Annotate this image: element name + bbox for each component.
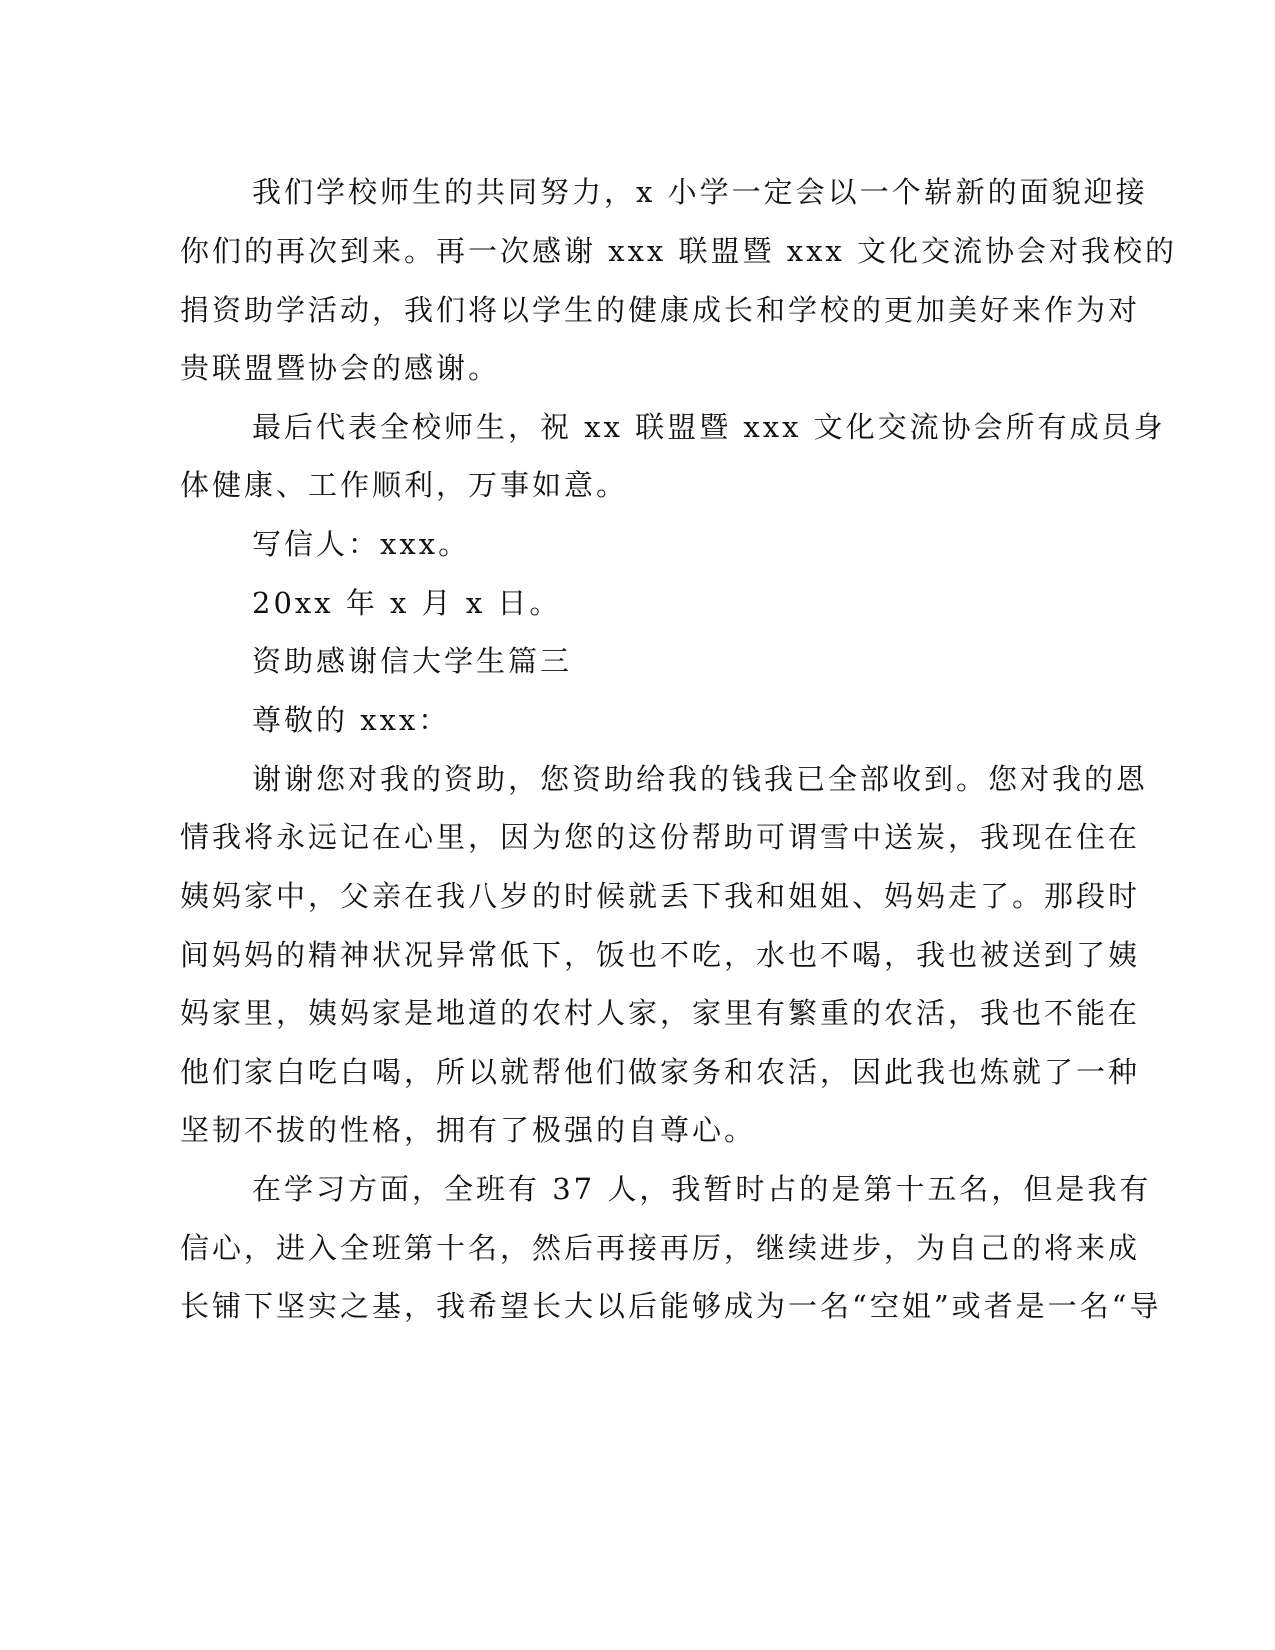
signature-line: 写信人：xxx。	[252, 527, 471, 561]
paragraph-line: 坚韧不拔的性格，拥有了极强的自尊心。	[180, 1113, 757, 1147]
paragraph-line: 姨妈家中，父亲在我八岁的时候就丢下我和姐姐、妈妈走了。那段时	[180, 879, 1141, 913]
date-line: 20xx 年 x 月 x 日。	[252, 586, 562, 620]
paragraph-line: 在学习方面，全班有 37 人，我暂时占的是第十五名，但是我有	[252, 1172, 1152, 1206]
paragraph-line: 妈家里，姨妈家是地道的农村人家，家里有繁重的农活，我也不能在	[180, 996, 1141, 1030]
paragraph-line: 长铺下坚实之基，我希望长大以后能够成为一名“空姐”或者是一名“导	[180, 1289, 1162, 1323]
paragraph-line: 信心，进入全班第十名，然后再接再厉，继续进步，为自己的将来成	[180, 1231, 1141, 1265]
paragraph-line: 最后代表全校师生，祝 xx 联盟暨 xxx 文化交流协会所有成员身	[252, 410, 1166, 444]
paragraph-line: 捐资助学活动，我们将以学生的健康成长和学校的更加美好来作为对	[180, 293, 1141, 327]
paragraph-line: 间妈妈的精神状况异常低下，饭也不吃，水也不喝，我也被送到了姨	[180, 938, 1141, 972]
paragraph-line: 他们家白吃白喝，所以就帮他们做家务和农活，因此我也炼就了一种	[180, 1055, 1141, 1089]
paragraph-line: 情我将永远记在心里，因为您的这份帮助可谓雪中送炭，我现在住在	[180, 820, 1141, 854]
paragraph-line: 你们的再次到来。再一次感谢 xxx 联盟暨 xxx 文化交流协会对我校的	[180, 234, 1178, 268]
paragraph-line: 体健康、工作顺利，万事如意。	[180, 468, 629, 502]
paragraph-line: 贵联盟暨协会的感谢。	[180, 351, 501, 385]
paragraph-line: 谢谢您对我的资助，您资助给我的钱我已全部收到。您对我的恩	[252, 762, 1149, 796]
paragraph-line: 我们学校师生的共同努力，x 小学一定会以一个崭新的面貌迎接	[252, 175, 1148, 209]
salutation-line: 尊敬的 xxx：	[252, 703, 451, 737]
section-heading: 资助感谢信大学生篇三	[252, 644, 573, 678]
